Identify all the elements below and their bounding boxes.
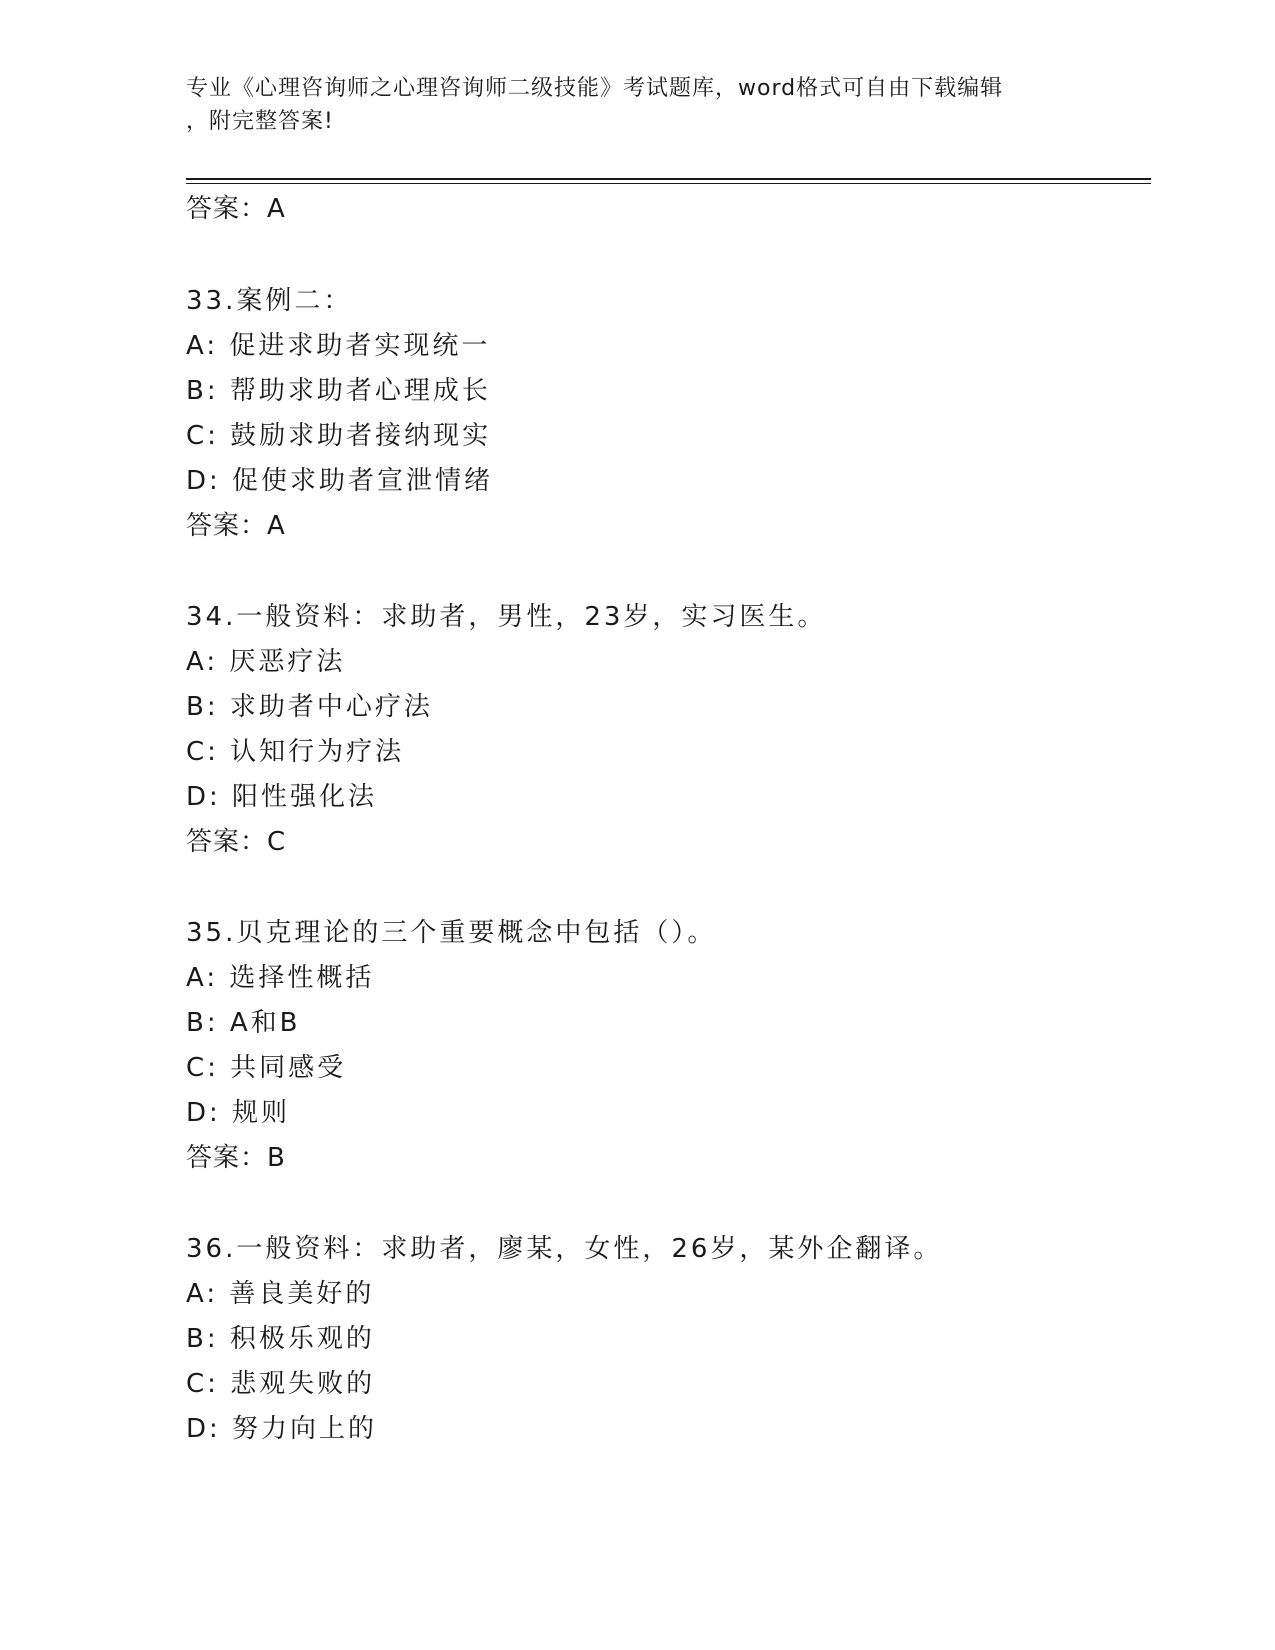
q34-option-a: A: 厌恶疗法 [186, 647, 346, 677]
q35-option-c: C: 共同感受 [186, 1053, 347, 1083]
q36-option-d: D: 努力向上的 [186, 1414, 378, 1444]
header-rule-thick [186, 178, 1151, 180]
q33-option-a: A: 促进求助者实现统一 [186, 331, 491, 361]
q34-option-c: C: 认知行为疗法 [186, 737, 405, 767]
q36-stem: 36.一般资料：求助者，廖某，女性，26岁，某外企翻译。 [186, 1234, 943, 1264]
header-rule-thin [186, 183, 1151, 184]
q36-option-b: B: 积极乐观的 [186, 1324, 375, 1354]
q35-stem: 35.贝克理论的三个重要概念中包括（）。 [186, 918, 717, 948]
q34-answer: 答案：C [186, 827, 287, 857]
q34-stem: 34.一般资料：求助者，男性，23岁，实习医生。 [186, 602, 827, 632]
q33-option-d: D: 促使求助者宣泄情绪 [186, 466, 494, 496]
q35-answer: 答案：B [186, 1143, 286, 1173]
q35-option-a: A: 选择性概括 [186, 963, 375, 993]
q36-option-c: C: 悲观失败的 [186, 1369, 376, 1399]
header-title-line2: ，附完整答案! [186, 109, 334, 134]
q34-option-b: B: 求助者中心疗法 [186, 692, 433, 722]
q33-stem: 33.案例二： [186, 286, 353, 316]
header-title-line1: 专业《心理咨询师之心理咨询师二级技能》考试题库，word格式可自由下载编辑 [186, 76, 1004, 101]
q34-option-d: D: 阳性强化法 [186, 782, 378, 812]
answer-prev: 答案：A [186, 194, 286, 224]
q33-option-c: C: 鼓励求助者接纳现实 [186, 421, 492, 451]
document-header [186, 72, 1066, 138]
q36-option-a: A: 善良美好的 [186, 1279, 375, 1309]
q33-option-b: B: 帮助求助者心理成长 [186, 376, 491, 406]
q33-answer: 答案：A [186, 511, 286, 541]
q35-option-b: B: A和B [186, 1008, 301, 1038]
q35-option-d: D: 规则 [186, 1098, 291, 1128]
